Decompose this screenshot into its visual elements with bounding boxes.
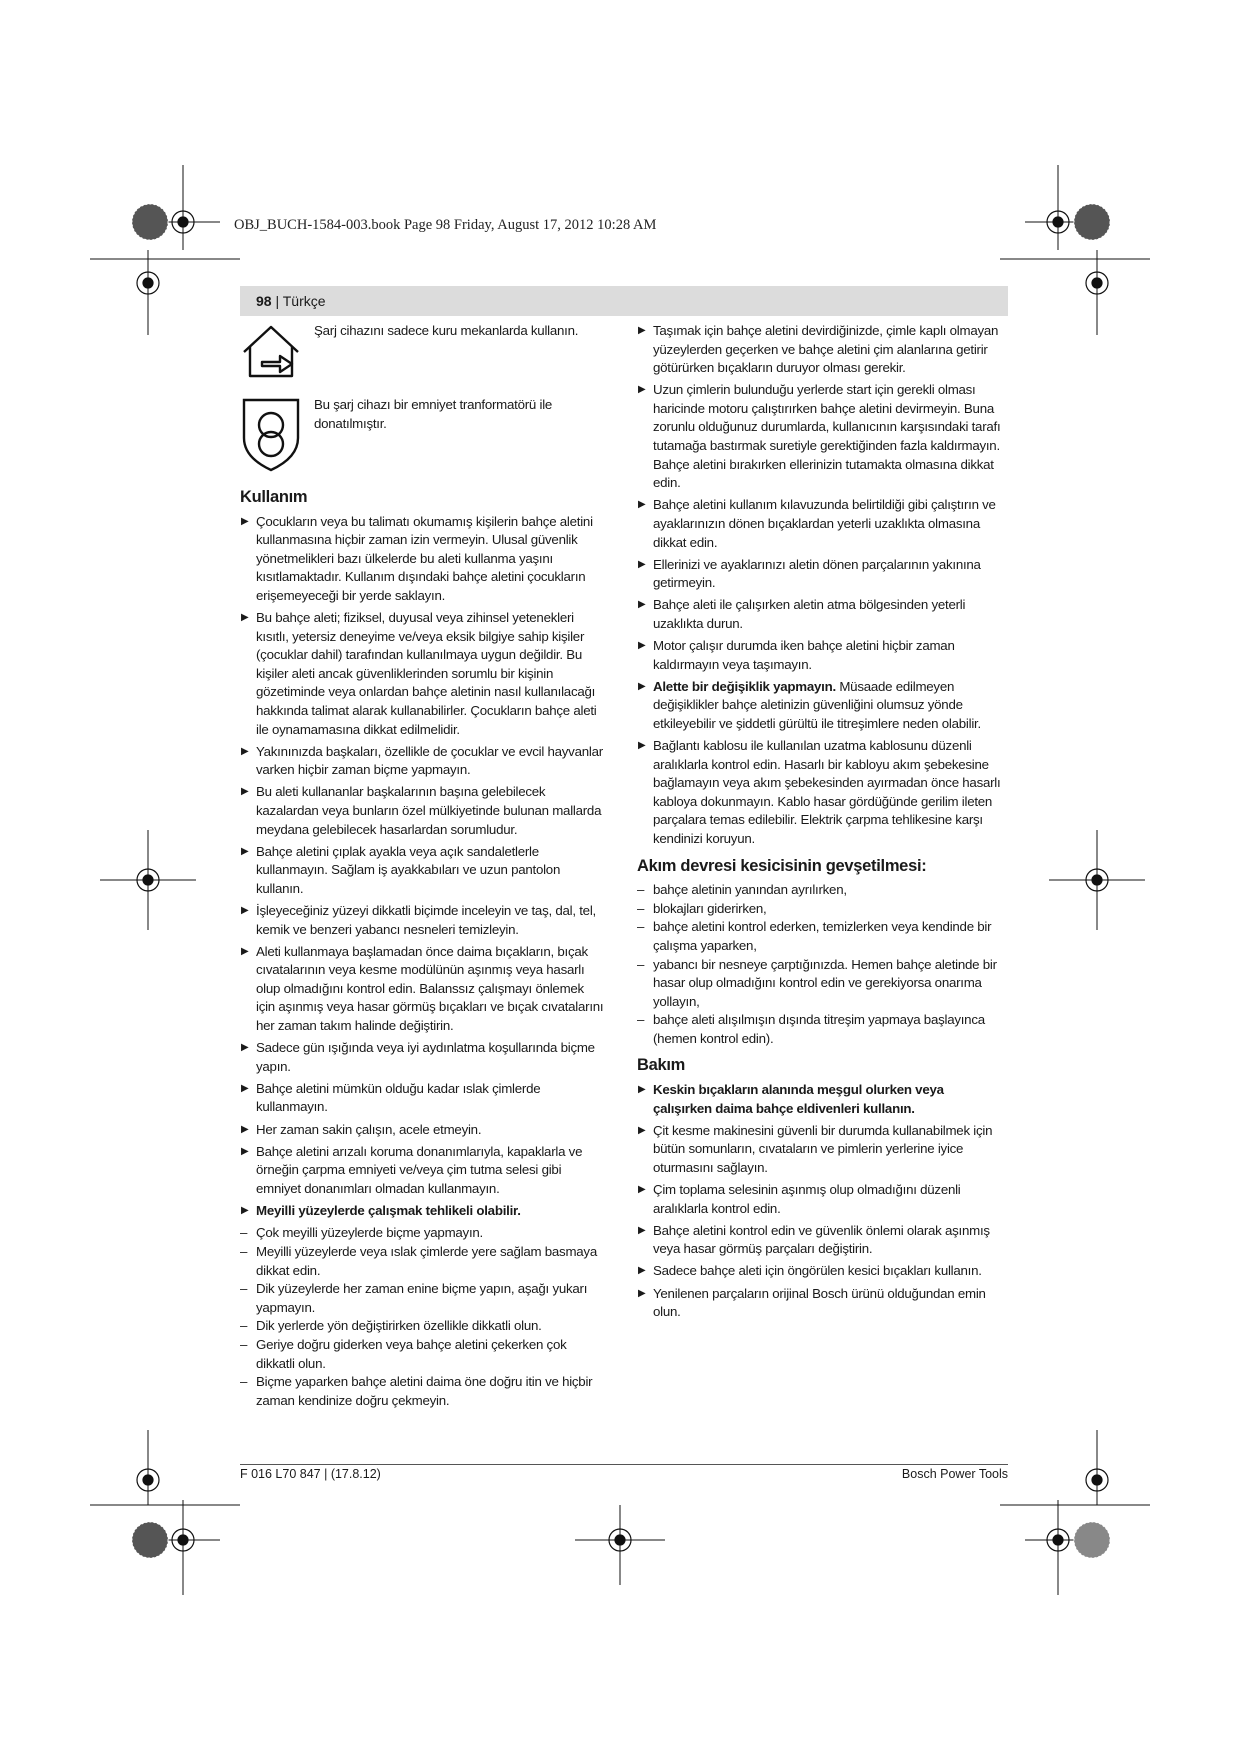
list-item: ▶ Ellerinizi ve ayaklarınızı aletin dönen parçalarının yakınına getirmeyin. (637, 556, 1006, 593)
dash-item: – Dik yüzeylerde her zaman enine biçme yapın, aşağı yukarı yapmayın. (240, 1280, 606, 1317)
symbol-text-transformer: Bu şarj cihazı bir emniyet tranformatörü ile donatılmıştır. (314, 397, 553, 431)
heading-usage: Kullanım (240, 488, 308, 506)
maintenance-list (637, 1081, 1006, 1322)
list-item: ▶ Motor çalışır durumda iken bahçe aletini hiçbir zaman kaldırmayın veya taşımayın. (637, 637, 1006, 674)
footer-rule (240, 1464, 1008, 1465)
dash-item: – bahçe aletini kontrol ederken, temizlerken veya kendinde bir çalışma yaparken, (637, 918, 1006, 955)
list-item: ▶ Çim toplama selesinin aşınmış olup olmadığını düzenli aralıklarla kontrol edin. (637, 1181, 1006, 1218)
right-column (637, 322, 1006, 1326)
dash-item: – Biçme yaparken bahçe aletini daima öne doğru itin ve hiçbir zaman kendinize doğru çekmeyin. (240, 1373, 606, 1410)
list-item: ▶ Bağlantı kablosu ile kullanılan uzatma kablosunu düzenli aralıklarla kontrol edin. Hasarlı bir kabloyu akım şebekesine bağlamayın veya akım şebekesinden ayırmadan önce hasarlı kabloya dokunmayın. Kablo hasar gördüğünde gerilim ileten parçalara temas edilebilir. Elektrik çarpma tehlikesine karşı kendinizi koruyun. (637, 737, 1006, 849)
list-item-slopes-warning: ▶ Meyilli yüzeylerde çalışmak tehlikeli olabilir. (240, 1202, 606, 1221)
dash-item: – Dik yerlerde yön değiştirirken özellikle dikkatli olun. (240, 1317, 606, 1336)
modification-warning: Alette bir değişiklik yapmayın. (653, 678, 836, 694)
symbol-text-indoor: Şarj cihazını sadece kuru mekanlarda kullanın. (314, 323, 579, 338)
heading-maintenance: Bakım (637, 1056, 686, 1075)
page-number: 98 (256, 293, 272, 309)
indoor-house-icon (240, 322, 302, 380)
list-item: ▶ Çit kesme makinesini güvenli bir durumda kullanabilmek için bütün somunların, cıvataların ve pimlerin yerlerine iyice oturmasını sağlayın. (637, 1122, 1006, 1178)
list-item: ▶ Çocukların veya bu talimatı okumamış kişilerin bahçe aletini kullanmasına hiçbir zaman izin vermeyin. Ulusal güvenlik yönetmelikleri bazı ülkelerde bu aleti kullanma yaşını kısıtlamaktadır. Kullanım dışındaki bahçe aletini çocukların erişemeyeceği bir yerde saklayın. (240, 513, 606, 606)
footer-doc-number: F 016 L70 847 | (17.8.12) (240, 1467, 381, 1481)
list-item: ▶ İşleyeceğiniz yüzeyi dikkatli biçimde inceleyin ve taş, dal, tel, kemik ve benzeri yabancı nesneleri temizleyin. (240, 902, 606, 939)
list-item: ▶ Sadece bahçe aleti için öngörülen kesici bıçakları kullanın. (637, 1262, 1006, 1281)
dash-item: – blokajları giderirken, (637, 900, 1006, 919)
list-item-gloves-warning: ▶ Keskin bıçakların alanında meşgul olurken veya çalışırken daima bahçe eldivenleri kullanın. (637, 1081, 1006, 1118)
dash-item: – bahçe aleti alışılmışın dışında titreşim yapmaya başlayınca (hemen kontrol edin). (637, 1011, 1006, 1048)
modification-text: Müsaade edilmeyen değişiklikler bahçe aletinizin güvenliğini olumsuz yönde etkileyebilir ve şiddetli gürültü ile titreşimlere neden olabilir. (653, 678, 981, 731)
symbol-row-transformer (240, 396, 606, 472)
release-list (637, 881, 1006, 1048)
list-item: ▶ Bahçe aletini çıplak ayakla veya açık sandaletlerle kullanmayın. Sağlam iş ayakkabıları ve uzun pantolon kullanın. (240, 843, 606, 899)
list-item: ▶ Bahçe aleti ile çalışırken aletin atma bölgesinden yeterli uzaklıkta durun. (637, 596, 1006, 633)
left-column (240, 322, 606, 1414)
list-item: ▶ Taşımak için bahçe aletini devirdiğinizde, çimle kaplı olmayan yüzeylerden geçerken ve bahçe aletini çim alanlarına getirir götürürken bıçakların duruyor olması gerekir. (637, 322, 1006, 378)
list-item: ▶ Bu bahçe aleti; fiziksel, duyusal veya zihinsel yetenekleri kısıtlı, yetersiz deneyime ve/veya eksik bilgiye sahip kişiler (çocuklar dahil) tarafından kullanılmaya uygun değildir. Bu kişiler aleti ancak güvenliklerinden sorumlu bir kişinin gözetiminde veya onlardan bahçe aletinin nasıl kullanılacağı hakkında talimat alarak kullanabilirler. Çocukların bahçe aleti ile oynamamasına dikkat edilmelidir. (240, 609, 606, 739)
footer-brand: Bosch Power Tools (901, 1467, 1008, 1481)
list-item: ▶ Bahçe aletini mümkün olduğu kadar ıslak çimlerde kullanmayın. (240, 1080, 606, 1117)
dash-item: – Geriye doğru giderken veya bahçe aletini çekerken çok dikkatli olun. (240, 1336, 606, 1373)
file-info: OBJ_BUCH-1584-003.book Page 98 Friday, August 17, 2012 10:28 AM (234, 217, 657, 233)
page-header (240, 286, 1008, 316)
list-item-modification (637, 678, 1006, 734)
header-language: Türkçe (282, 293, 326, 309)
dash-item: – Çok meyilli yüzeylerde biçme yapmayın. (240, 1224, 606, 1243)
dash-item: – yabancı bir nesneye çarptığınızda. Hemen bahçe aletinde bir hasar olup olmadığını kontrol edin ve gerekiyorsa onarıma yollayın, (637, 956, 1006, 1012)
list-item: ▶ Uzun çimlerin bulunduğu yerlerde start için gerekli olması haricinde motoru çalıştırırken bahçe aletini devirmeyin. Buna zorunlu olduğunuz durumlarda, kullanıcının karşısındaki tarafı tutamağa bastırmak suretiyle gerektiğinden fazla kaldırmayın. Bahçe aletini bırakırken ellerinizin tutamakta olmasına dikkat edin. (637, 381, 1006, 493)
dash-item: – bahçe aletinin yanından ayrılırken, (637, 881, 1006, 900)
slope-list (240, 1224, 606, 1410)
list-item: ▶ Bu aleti kullananlar başkalarının başına gelebilecek kazalardan veya bunların özel mülkiyetinde bulunan mallarda meydana gelebilecek hasarlardan sorumludur. (240, 783, 606, 839)
dash-item: – Meyilli yüzeylerde veya ıslak çimlerde yere sağlam basmaya dikkat edin. (240, 1243, 606, 1280)
list-item: ▶ Her zaman sakin çalışın, acele etmeyin. (240, 1121, 606, 1140)
symbol-row-indoor (240, 322, 606, 380)
list-item: ▶ Bahçe aletini kullanım kılavuzunda belirtildiği gibi çalıştırın ve ayaklarınızın dönen bıçaklardan yeterli uzaklıkta olmasına dikkat edin. (637, 496, 1006, 552)
list-item: ▶ Sadece gün ışığında veya iyi aydınlatma koşullarında biçme yapın. (240, 1039, 606, 1076)
usage-list-continued (637, 322, 1006, 849)
list-item: ▶ Aleti kullanmaya başlamadan önce daima bıçakların, bıçak cıvatalarının veya kesme modülünün aşınmış veya hasarlı olup olmadığını kontrol edin. Balanssız çalışmayı önlemek için aşınmış veya hasar görmüş bıçakları ve bıçak cıvatalarını her zaman takım halinde değiştirin. (240, 943, 606, 1036)
list-item: ▶ Yenilenen parçaların orijinal Bosch ürünü olduğundan emin olun. (637, 1285, 1006, 1322)
usage-list (240, 513, 606, 1221)
list-item: ▶ Bahçe aletini kontrol edin ve güvenlik önlemi olarak aşınmış veya hasar görmüş parçaları değiştirin. (637, 1222, 1006, 1259)
heading-circuit-breaker: Akım devresi kesicisinin gevşetilmesi: (637, 856, 927, 875)
header-separator: | (275, 293, 280, 309)
list-item: ▶ Bahçe aletini arızalı koruma donanımlarıyla, kapaklarla ve örneğin çarpma emniyeti ve/veya çim tutma selesi gibi emniyet donanımları olmadan kullanmayın. (240, 1143, 606, 1199)
list-item: ▶ Yakınınızda başkaları, özellikle de çocuklar ve evcil hayvanlar varken hiçbir zaman biçme yapmayın. (240, 743, 606, 780)
safety-transformer-icon (240, 396, 302, 472)
